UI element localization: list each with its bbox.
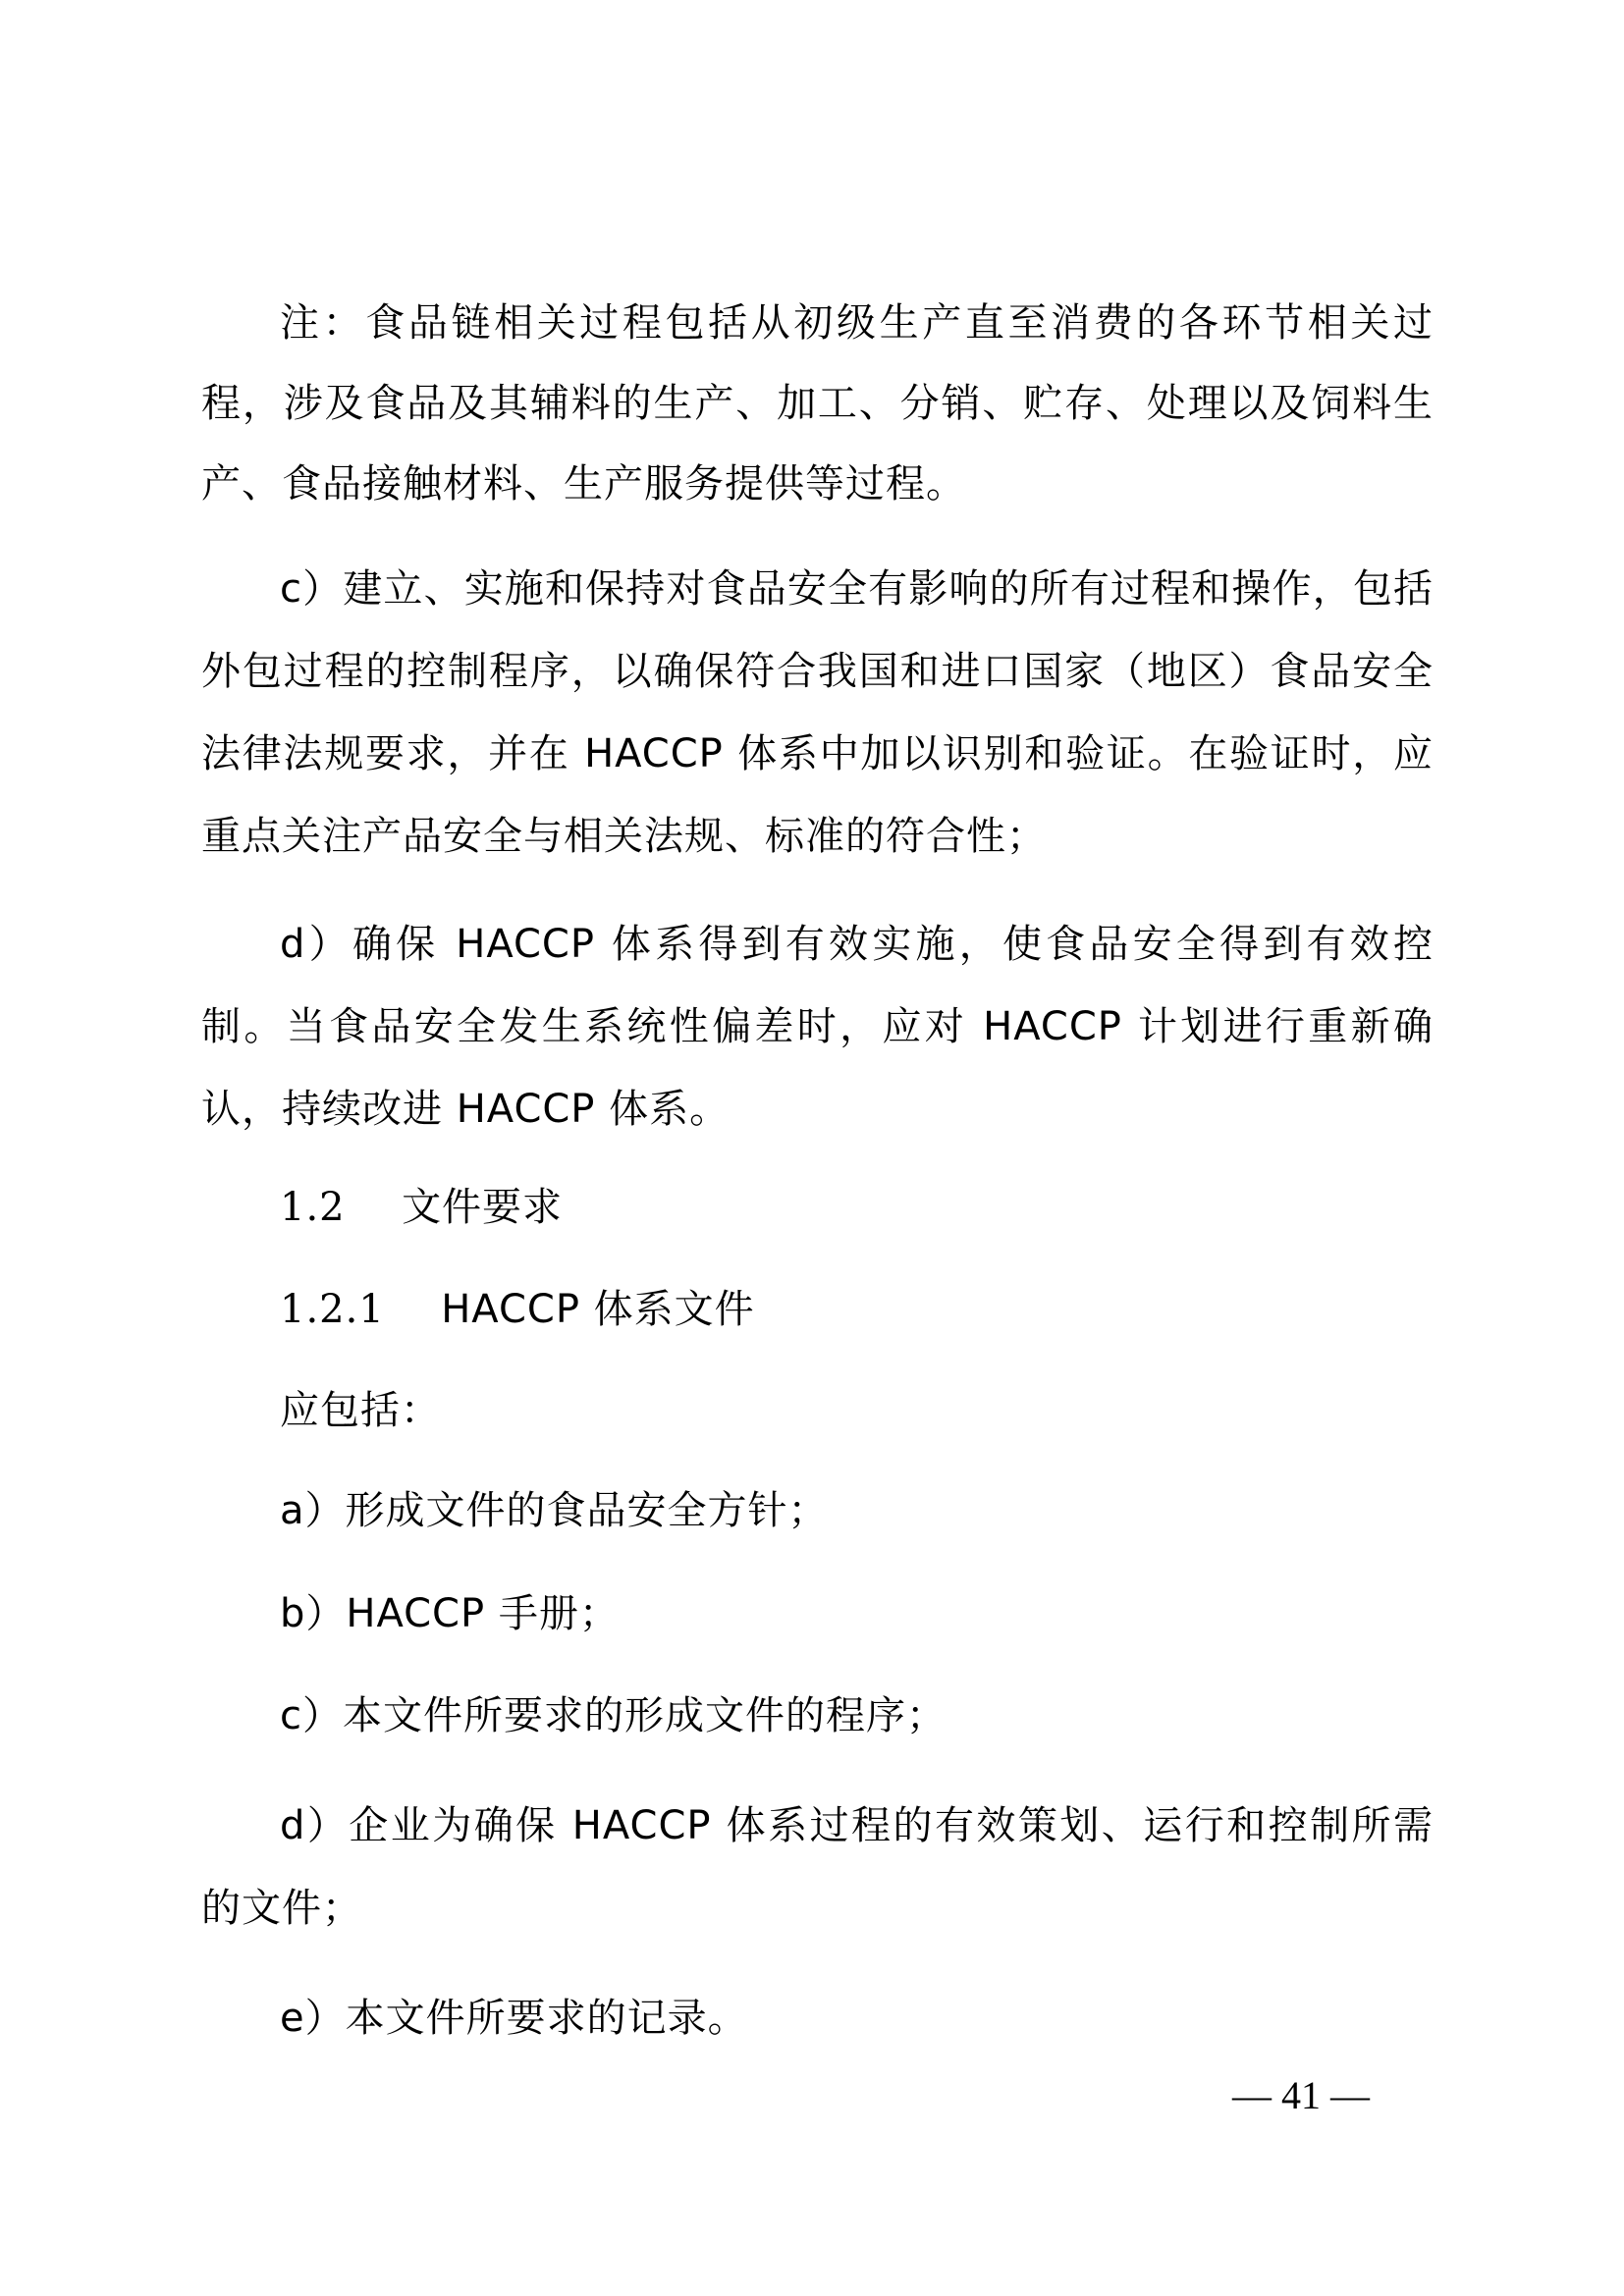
list-item-c	[280, 1684, 947, 1740]
list-item-d-text: d）企业为确保 HACCP 体系过程的有效策划、运行和控制所需的文件；	[201, 1803, 1434, 1931]
subsection-title: HACCP 体系文件	[441, 1287, 755, 1332]
note-paragraph	[201, 283, 1434, 524]
note-text: 注：食品链相关过程包括从初级生产直至消费的各环节相关过程，涉及食品及其辅料的生产、加工、分销、贮存、处理以及饲料生产、食品接触材料、生产服务提供等过程。	[201, 300, 1434, 507]
intro-text: 应包括：	[280, 1388, 441, 1433]
list-item-e	[280, 1987, 748, 2043]
intro-line	[280, 1379, 441, 1435]
list-item-e-text: e）本文件所要求的记录。	[280, 1996, 748, 2041]
list-item-a-text: a）形成文件的食品安全方针；	[280, 1488, 829, 1533]
section-heading-1-2-1	[280, 1278, 755, 1334]
list-item-c-text: c）本文件所要求的形成文件的程序；	[280, 1693, 947, 1738]
list-item-a	[280, 1479, 829, 1535]
item-c-text: c）建立、实施和保持对食品安全有影响的所有过程和操作，包括外包过程的控制程序，以确保符合我国和进口国家（地区）食品安全法律法规要求，并在 HACCP 体系中加以识别和验证。在验证时，应重点关注产品安全与相关法规、标准的符合性；	[201, 566, 1434, 859]
list-item-b	[280, 1582, 620, 1638]
section-title: 文件要求	[402, 1185, 564, 1230]
item-d-text: d）确保 HACCP 体系得到有效实施，使食品安全得到有效控制。当食品安全发生系统性偏差时，应对 HACCP 计划进行重新确认，持续改进 HACCP 体系。	[201, 922, 1434, 1132]
list-item-d	[201, 1785, 1434, 1949]
item-c-paragraph	[201, 548, 1434, 878]
section-heading-1-2	[280, 1176, 563, 1232]
subsection-number: 1.2.1	[280, 1287, 385, 1332]
list-item-b-text: b）HACCP 手册；	[280, 1591, 620, 1636]
section-number: 1.2	[280, 1185, 346, 1230]
page-number: — 41 —	[1232, 2073, 1370, 2117]
item-d-paragraph	[201, 903, 1434, 1150]
